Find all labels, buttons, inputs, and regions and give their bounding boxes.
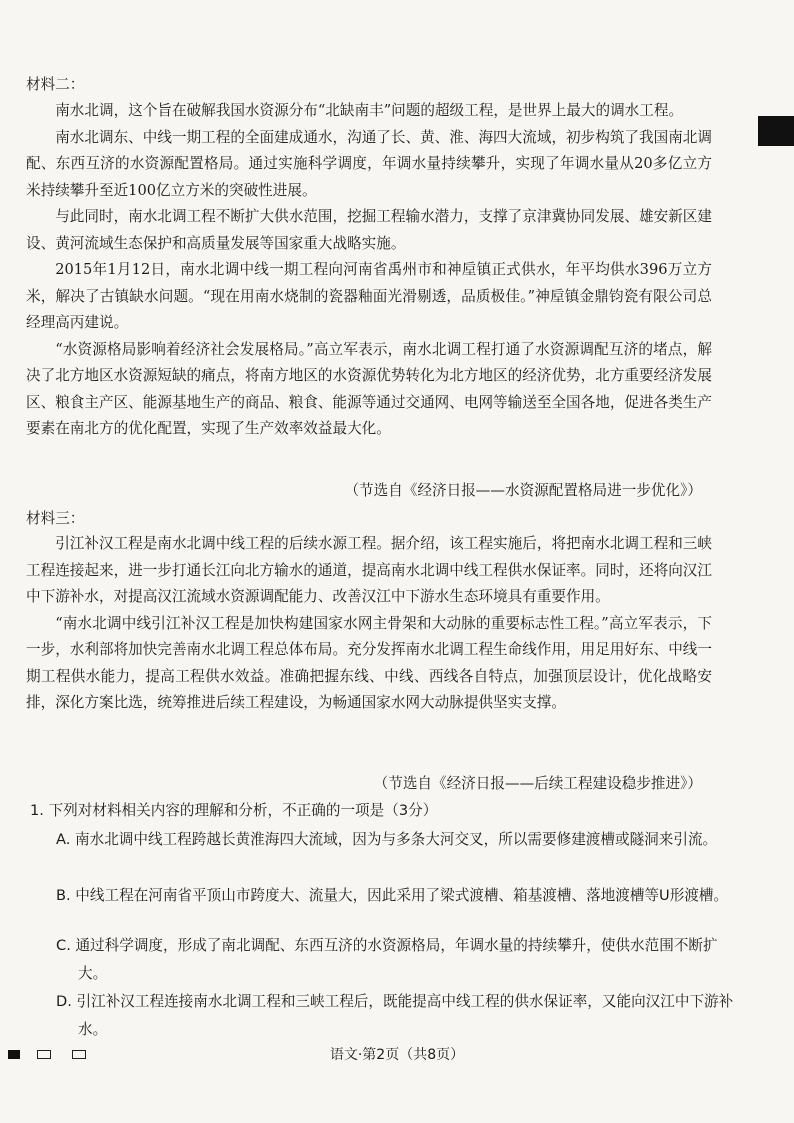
material3-body [26, 531, 712, 717]
material3-source: （节选自《经济日报——后续工程建设稳步推进》） [373, 775, 702, 792]
material2-heading: 材料二： [26, 76, 85, 93]
material2-source: （节选自《经济日报——水资源配置格局进一步优化》） [344, 482, 702, 499]
material2-paragraph: “水资源格局影响着经济社会发展格局。”高立军表示，南水北调工程打通了水资源调配互济的堵点，解决了北方地区水资源短缺的痛点，将南方地区的水资源优势转化为北方地区的经济优势，北方重要经济发展区、粮食主产区、能源基地生产的商品、粮食、能源等通过交通网、电网等输送至全国各地，促进各类生产要素在南北方的优化配置，实现了生产效率效益最大化。 [26, 340, 712, 437]
material2-paragraph: 与此同时，南水北调工程不断扩大供水范围，挖掘工程输水潜力，支撑了京津冀协同发展、雄安新区建设、黄河流域生态保护和高质量发展等国家重大战略实施。 [26, 208, 712, 252]
material2-paragraph: 南水北调，这个旨在破解我国水资源分布“北缺南丰”问题的超级工程，是世界上最大的调水工程。 [55, 102, 684, 119]
material2-paragraph: 南水北调东、中线一期工程的全面建成通水，沟通了长、黄、淮、海四大流域，初步构筑了我国南北调配、东西互济的水资源配置格局。通过实施科学调度，年调水量持续攀升，实现了年调水量从20多亿立方米持续攀升至近100亿立方米的突破性进展。 [26, 128, 712, 199]
material3-heading: 材料三： [26, 510, 85, 527]
option-c: C. 通过科学调度，形成了南北调配、东西互济的水资源格局，年调水量的持续攀升，使供水范围不断扩大。 [56, 937, 718, 982]
question-stem: 1. 下列对材料相关内容的理解和分析，不正确的一项是（3分） [30, 802, 438, 819]
page-number: 语文·第2页（共8页） [329, 1047, 465, 1063]
material3-paragraph: “南水北调中线引江补汉工程是加快构建国家水网主骨架和大动脉的重要标志性工程。”高立军表示，下一步，水利部将加快完善南水北调工程总体布局。充分发挥南水北调工程生命线作用，用足用好东、中线一期工程供水能力，提高工程供水效益。准确把握东线、中线、西线各自特点，加强顶层设计，优化战略安排，深化方案比选，统筹推进后续工程建设，为畅通国家水网大动脉提供坚实支撑。 [26, 614, 712, 711]
option-a: A. 南水北调中线工程跨越长黄淮海四大流域，因为与多条大河交叉，所以需要修建渡槽或隧洞来引流。 [56, 831, 718, 848]
material3-paragraph: 引江补汉工程是南水北调中线工程的后续水源工程。据介绍，该工程实施后，将把南水北调工程和三峡工程连接起来，进一步打通长江向北方输水的通道，提高南水北调中线工程供水保证率。同时，还将向汉江中下游补水，对提高汉江流域水资源调配能力、改善汉江中下游水生态环境具有重要作用。 [26, 535, 712, 605]
option-b: B. 中线工程在河南省平顶山市跨度大、流量大，因此采用了梁式渡槽、箱基渡槽、落地渡槽等U形渡槽。 [56, 887, 729, 904]
option-d: D. 引江补汉工程连接南水北调工程和三峡工程后，既能提高中线工程的供水保证率，又能向汉江中下游补水。 [56, 993, 734, 1038]
material2-body [26, 98, 712, 443]
alignment-mark [758, 116, 794, 146]
page-footer [0, 1043, 794, 1067]
material2-paragraph: 2015年1月12日，南水北调中线一期工程向河南省禹州市和神垕镇正式供水，年平均供水396万立方米，解决了古镇缺水问题。“现在用南水烧制的瓷器釉面光滑剔透，品质极佳。”神垕镇金鼎钧瓷有限公司总经理高丙建说。 [26, 261, 712, 331]
